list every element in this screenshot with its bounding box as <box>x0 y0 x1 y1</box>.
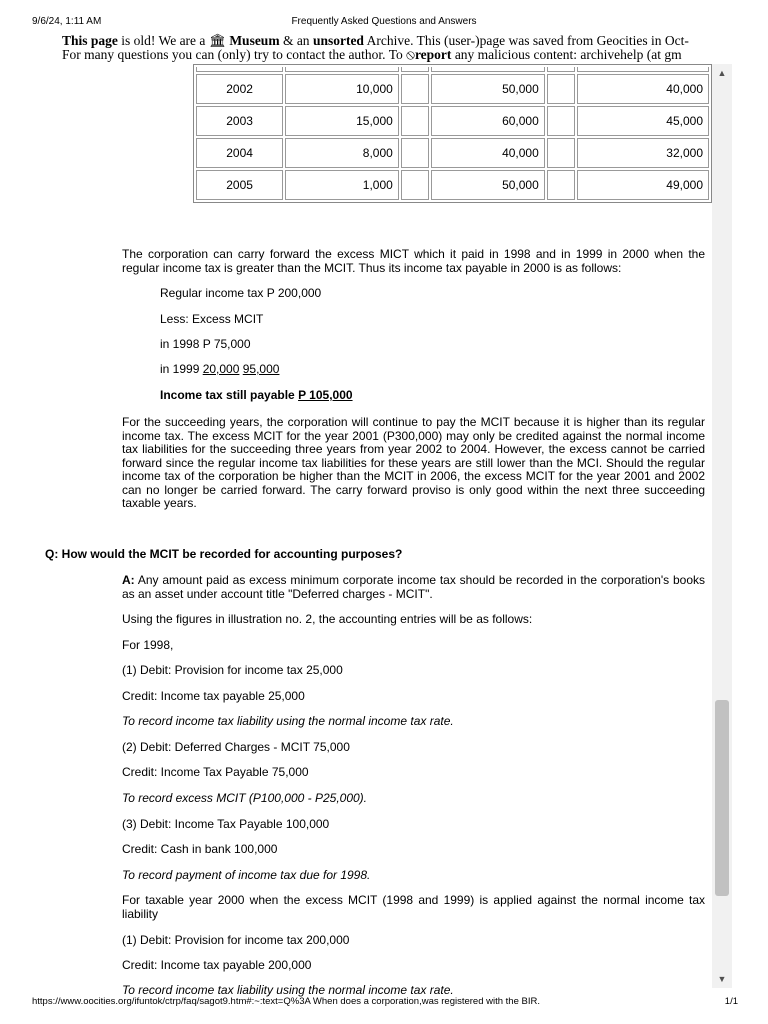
answer-paragraph <box>122 574 705 601</box>
print-page-title: Frequently Asked Questions and Answers <box>291 16 477 27</box>
print-datetime: 9/6/24, 1:11 AM <box>32 16 102 27</box>
entry-1-debit: (1) Debit: Provision for income tax 25,000 <box>122 663 343 677</box>
question-heading: Q: How would the MCIT be recorded for accounting purposes? <box>45 547 403 561</box>
entry-1-credit: Credit: Income tax payable 25,000 <box>122 689 305 703</box>
table-cell <box>196 67 283 72</box>
table-cell <box>401 67 429 72</box>
using-figures: Using the figures in illustration no. 2, the accounting entries will be as follows: <box>122 612 533 626</box>
banner-text: For many questions you can (only) try to contact the author. To <box>62 47 407 62</box>
table-cell-spacer <box>401 170 429 200</box>
table-cell-year: 2005 <box>196 170 283 200</box>
scrollbar-thumb[interactable] <box>715 700 729 896</box>
table-cell <box>577 67 709 72</box>
banner-this-page: This page <box>62 33 118 48</box>
table-cell <box>547 67 575 72</box>
museum-link[interactable]: Museum <box>229 33 280 48</box>
banner-text: any malicious content: archivehelp (at gm <box>451 47 682 62</box>
scroll-down-icon[interactable]: ▼ <box>717 974 727 984</box>
table-cell-spacer <box>547 74 575 104</box>
table-cell: 1,000 <box>285 170 399 200</box>
table-cell: 15,000 <box>285 106 399 136</box>
table-cell-spacer <box>401 106 429 136</box>
archive-banner <box>62 34 734 62</box>
table-cell <box>431 67 545 72</box>
table-cell-year: 2003 <box>196 106 283 136</box>
entry-2-note: To record excess MCIT (P100,000 - P25,000). <box>122 791 368 805</box>
succeeding-years-paragraph: For the succeeding years, the corporation will continue to pay the MCIT because it is higher than its regular income tax. The excess MCIT for the year 2001 (P300,000) may only be credited against the normal income tax liabilities for the succeeding three years from year 2002 to 2004. However, the excess cannot be carried forward since the regular income tax liabilities for these years are still lower than the MCI. Should the regular income tax of the corporation be higher than the MCIT in 2006, the excess MCIT for the year 2001 and 2002 can no longer be carried forward. The carry forward proviso is only good within the next three succeeding taxable years. <box>122 415 705 510</box>
page-content <box>0 64 712 997</box>
table-cell: 49,000 <box>577 170 709 200</box>
table-cell: 10,000 <box>285 74 399 104</box>
table-cell-spacer <box>547 138 575 168</box>
museum-icon: 🏛 <box>208 33 226 48</box>
print-url: https://www.oocities.org/ifuntok/ctrp/faq/sagot9.htm#:~:text=Q%3A When does a corporation,was registered with the BIR. <box>32 996 540 1007</box>
table-cell-spacer <box>547 106 575 136</box>
mcit-1999-label: in 1999 <box>160 362 203 376</box>
report-link[interactable]: report <box>414 47 452 62</box>
banner-line-1 <box>62 34 734 48</box>
table-cell: 32,000 <box>577 138 709 168</box>
mcit-total-amount: 95,000 <box>242 362 280 376</box>
table-cell <box>285 67 399 72</box>
table-row <box>196 74 709 104</box>
still-payable-amount: P 105,000 <box>298 388 353 402</box>
mcit-1999 <box>160 363 279 377</box>
entry-4-note-cutoff: To record income tax liability using the normal income tax rate. <box>122 983 454 997</box>
table-cell: 45,000 <box>577 106 709 136</box>
still-payable-label: Income tax still payable <box>160 388 299 402</box>
page-count: 1/1 <box>724 996 738 1007</box>
entry-3-note: To record payment of income tax due for 1998. <box>122 868 371 882</box>
income-tax-still-payable <box>160 389 353 403</box>
report-icon: ⦸ <box>406 47 415 62</box>
entry-1-note: To record income tax liability using the normal income tax rate. <box>122 714 454 728</box>
answer-label: A: <box>122 573 135 587</box>
entry-4-credit: Credit: Income tax payable 200,000 <box>122 958 312 972</box>
table-cell-spacer <box>401 138 429 168</box>
for-1998: For 1998, <box>122 638 174 652</box>
banner-text: & an <box>279 33 313 48</box>
for-2000: For taxable year 2000 when the excess MCIT (1998 and 1999) is applied against the normal income tax liability <box>122 893 705 921</box>
table-cell: 50,000 <box>431 74 545 104</box>
scroll-up-icon[interactable]: ▲ <box>717 68 727 78</box>
entry-4-debit: (1) Debit: Provision for income tax 200,000 <box>122 933 350 947</box>
mcit-1999-amount: 20,000 <box>202 362 240 376</box>
unsorted-link[interactable]: unsorted <box>312 33 364 48</box>
table-row <box>196 170 709 200</box>
table-cell-year: 2002 <box>196 74 283 104</box>
table-row <box>196 138 709 168</box>
table-cell: 60,000 <box>431 106 545 136</box>
entry-3-credit: Credit: Cash in bank 100,000 <box>122 842 278 856</box>
entry-2-credit: Credit: Income Tax Payable 75,000 <box>122 765 309 779</box>
table-cell-spacer <box>547 170 575 200</box>
answer-text: Any amount paid as excess minimum corporate income tax should be recorded in the corporation's books as an asset under account title "Deferred charges - MCIT". <box>122 573 705 601</box>
table-cell: 40,000 <box>431 138 545 168</box>
banner-text: Archive. This (user-)page was saved from Geocities in Oct- <box>363 33 689 48</box>
table-row <box>196 106 709 136</box>
table-cell: 8,000 <box>285 138 399 168</box>
mcit-table <box>193 64 712 203</box>
table-cell: 50,000 <box>431 170 545 200</box>
entry-3-debit: (3) Debit: Income Tax Payable 100,000 <box>122 817 330 831</box>
less-excess-mcit: Less: Excess MCIT <box>160 312 264 326</box>
vertical-scrollbar[interactable] <box>712 64 732 988</box>
entry-2-debit: (2) Debit: Deferred Charges - MCIT 75,000 <box>122 740 350 754</box>
banner-text: is old! We are a <box>117 33 209 48</box>
mcit-1998: in 1998 P 75,000 <box>160 337 251 351</box>
table-row-partial <box>196 67 709 72</box>
regular-income-tax: Regular income tax P 200,000 <box>160 286 322 300</box>
banner-line-2 <box>62 48 734 62</box>
table-cell: 40,000 <box>577 74 709 104</box>
table-cell-spacer <box>401 74 429 104</box>
carry-forward-paragraph: The corporation can carry forward the excess MICT which it paid in 1998 and in 1999 in 2000 when the regular income tax is greater than the MCIT. Thus its income tax payable in 2000 is as follows: <box>122 247 705 275</box>
table-cell-year: 2004 <box>196 138 283 168</box>
